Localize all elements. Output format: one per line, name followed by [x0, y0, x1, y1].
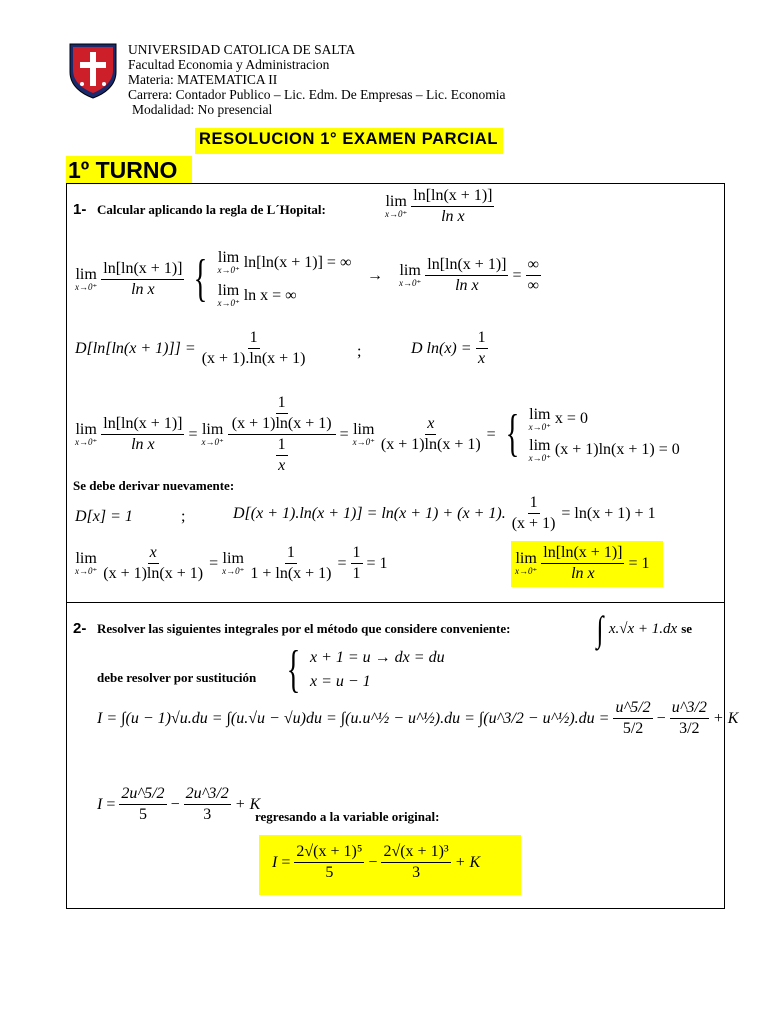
subject-name: Materia: MATEMATICA II	[128, 72, 278, 87]
answer-1: lim x→0⁺ $\frac{\ln[\ln(x + 1)]}{\text{ln x}}$ = 1	[515, 544, 650, 582]
document-header	[128, 42, 506, 117]
integral-development: I = ∫(u − 1)√u.du = ∫(u.√u − √u)du = ∫(u.u^½ − u^½).du = ∫(u^3/2 − u^½).du = $\frac{u\^{}5/2}{5/2}$ − $\frac{u\^{}3/2}{3/2}$ + K	[97, 699, 739, 737]
career-name: Carrera: Contador Publico – Lic. Edm. De Empresas – Lic. Economia	[128, 87, 506, 102]
back-substitution-label: regresando a la variable original:	[255, 809, 440, 824]
derivative-product: D[(x + 1).ln(x + 1)] = ln(x + 1) + (x + 1). $\frac{1}{(x + 1)}$ = ln(x + 1) + 1	[233, 494, 656, 532]
final-limit: lim x→0⁺ $\frac{x}{(x + 1)\ln(x + 1)}$ = lim x→0⁺ $\frac{1}{1 + \ln(x + 1)}$ = $\frac{1}{1}$ = 1	[75, 544, 388, 582]
derivative-denominator: D ln(x) = $\frac{1}{x}$	[411, 329, 486, 367]
semicolon: ;	[357, 343, 362, 360]
faculty-name: Facultad Economia y Administracion	[128, 57, 330, 72]
problem-2-statement: Resolver las siguientes integrales por el método que considere conveniente:	[97, 621, 511, 636]
substitution-label: debe resolver por sustitución	[97, 670, 257, 685]
lhopital-step: lim x→0⁺ $\frac{\ln[\ln(x + 1)]}{\text{ln x}}$ = lim x→0⁺ $\frac{\frac{1}{(x + 1)\ln(x + 1)}}{\frac{1}{x}}$ = lim x→0⁺ $\frac{x}{(x + 1)\ln(x + 1)}$ = { lim x→0⁺ x = 0 lim x→0⁺ (x + 1)ln(x + 1) = 0	[75, 394, 680, 474]
problem-2-number: 2-	[73, 620, 87, 637]
semicolon-2: ;	[181, 508, 186, 525]
derive-again-note: Se debe derivar nuevamente:	[73, 478, 235, 493]
derivative-x: D[x] = 1	[75, 508, 133, 525]
turno-label: 1º TURNO	[66, 156, 192, 184]
indeterminate-result: → lim x→0⁺ $\frac{\ln[\ln(x + 1)]}{\text{ln x}}$ = $\frac{\infty}{\infty}$	[367, 256, 539, 294]
problem-1-statement: Calcular aplicando la regla de L´Hopital:	[97, 202, 326, 217]
problem-1-limit: lim x→0⁺ $\frac{\ln[\ln(x + 1)]}{\text{ln x}}$	[385, 187, 493, 225]
answer-2: I = $\frac{\text{2√(x + 1)⁵}}{5}$ − $\frac{\text{2√(x + 1)³}}{3}$ + K	[272, 843, 481, 881]
modality: Modalidad: No presencial	[132, 102, 273, 117]
problem-1-box	[66, 183, 725, 603]
university-name: UNIVERSIDAD CATOLICA DE SALTA	[128, 42, 356, 57]
problem-1-number: 1-	[73, 201, 87, 218]
exam-title: RESOLUCION 1° EXAMEN PARCIAL	[195, 128, 503, 154]
problem-2-box	[66, 602, 739, 909]
indeterminate-check: lim x→0⁺ $\frac{\ln[\ln(x + 1)]}{\text{ln x}}$ { lim x→0⁺ ln[ln(x + 1)] = ∞ lim x→0⁺ ln x = ∞	[75, 249, 352, 308]
derivative-numerator: D[ln[ln(x + 1)]] = $\frac{1}{(x + 1).\ln(x + 1)}$	[75, 329, 306, 367]
substitution: { x + 1 = u → dx = du x = u − 1	[286, 641, 445, 698]
problem-2-integral: ∫ x.√x + 1.dx se	[596, 609, 693, 649]
university-logo	[68, 40, 118, 100]
integral-result: I = $\frac{2u\^{}5/2}{5}$ − $\frac{2u\^{}3/2}{3}$ + K	[97, 785, 261, 823]
